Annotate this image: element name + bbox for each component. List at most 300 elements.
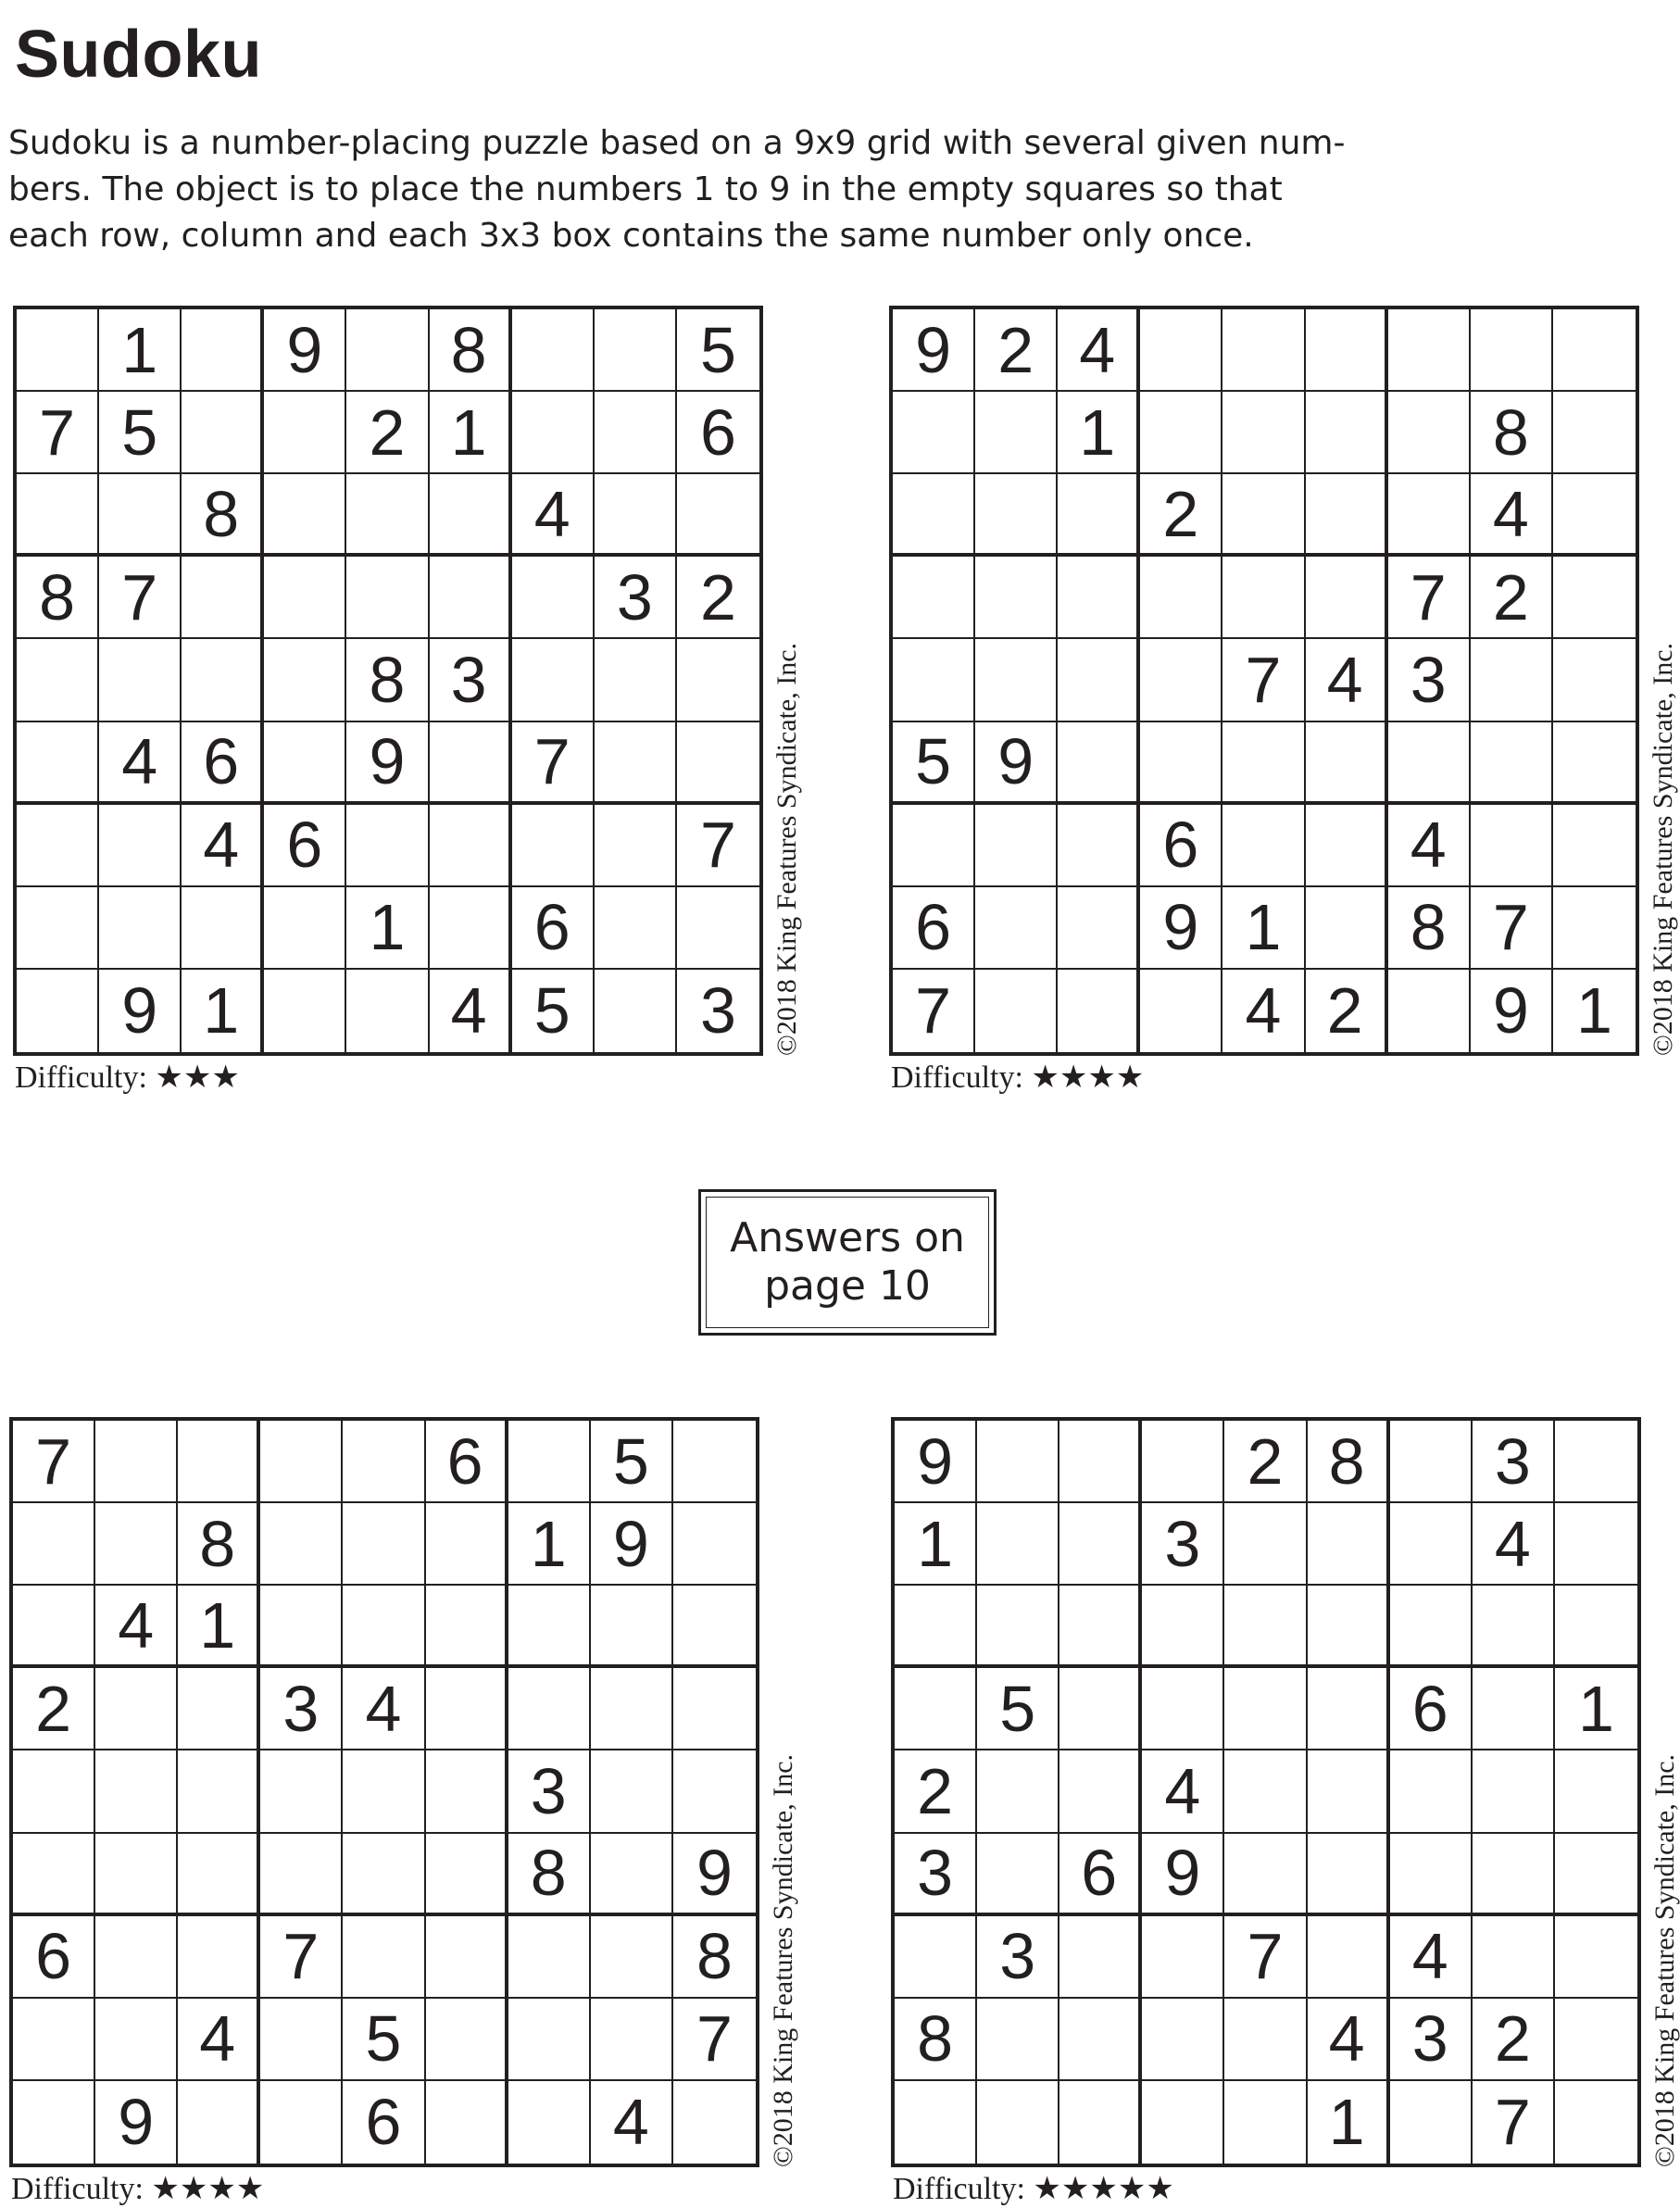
empty-cell[interactable] [264,557,346,639]
empty-cell[interactable] [1555,1586,1637,1668]
empty-cell[interactable] [893,805,975,887]
given-digit-cell: 6 [13,1916,95,1999]
empty-cell[interactable] [677,887,759,970]
empty-cell[interactable] [1140,639,1222,721]
empty-cell[interactable] [591,1834,673,1916]
given-digit-cell: 5 [512,970,595,1052]
empty-cell[interactable] [260,1503,343,1586]
empty-cell[interactable] [1058,722,1140,805]
empty-cell[interactable] [1471,805,1553,887]
empty-cell[interactable] [182,309,264,392]
given-digit-cell: 6 [1140,805,1222,887]
empty-cell[interactable] [977,1421,1059,1503]
empty-cell[interactable] [673,1421,756,1503]
empty-cell[interactable] [264,474,346,557]
empty-cell[interactable] [17,309,99,392]
given-digit-cell: 5 [99,392,182,474]
given-digit-cell: 3 [1473,1421,1555,1503]
empty-cell[interactable] [13,2081,95,2164]
empty-cell[interactable] [264,722,346,805]
empty-cell[interactable] [1471,722,1553,805]
given-digit-cell: 3 [595,557,677,639]
given-digit-cell: 6 [677,392,759,474]
given-digit-cell: 5 [591,1421,673,1503]
empty-cell[interactable] [264,970,346,1052]
empty-cell[interactable] [512,557,595,639]
empty-cell[interactable] [893,474,975,557]
empty-cell[interactable] [1553,392,1636,474]
empty-cell[interactable] [1059,1421,1142,1503]
empty-cell[interactable] [1222,557,1305,639]
empty-cell[interactable] [99,805,182,887]
empty-cell[interactable] [178,1750,260,1833]
empty-cell[interactable] [1058,557,1140,639]
empty-cell[interactable] [1553,474,1636,557]
empty-cell[interactable] [1308,1668,1390,1750]
empty-cell[interactable] [895,1916,977,1999]
empty-cell[interactable] [1388,970,1471,1052]
empty-cell[interactable] [430,805,512,887]
empty-cell[interactable] [1390,1421,1473,1503]
given-digit-cell: 7 [1473,2081,1555,2164]
given-digit-cell: 6 [426,1421,508,1503]
empty-cell[interactable] [1059,1750,1142,1833]
empty-cell[interactable] [1224,1503,1307,1586]
empty-cell[interactable] [1306,722,1388,805]
empty-cell[interactable] [430,722,512,805]
given-digit-cell: 4 [430,970,512,1052]
given-digit-cell: 7 [1224,1916,1307,1999]
empty-cell[interactable] [595,805,677,887]
given-digit-cell: 1 [178,1586,260,1668]
empty-cell[interactable] [673,1503,756,1586]
empty-cell[interactable] [512,309,595,392]
empty-cell[interactable] [1308,1916,1390,1999]
empty-cell[interactable] [1142,1668,1224,1750]
empty-cell[interactable] [182,557,264,639]
empty-cell[interactable] [1222,392,1305,474]
given-digit-cell: 1 [508,1503,591,1586]
given-digit-cell: 8 [182,474,264,557]
empty-cell[interactable] [13,1834,95,1916]
empty-cell[interactable] [508,1586,591,1668]
empty-cell[interactable] [95,1834,178,1916]
empty-cell[interactable] [346,474,429,557]
given-digit-cell: 5 [893,722,975,805]
given-digit-cell: 4 [1222,970,1305,1052]
given-digit-cell: 1 [99,309,182,392]
given-digit-cell: 4 [1142,1750,1224,1833]
empty-cell[interactable] [677,639,759,721]
empty-cell[interactable] [1222,805,1305,887]
empty-cell[interactable] [977,2081,1059,2164]
empty-cell[interactable] [1059,2081,1142,2164]
empty-cell[interactable] [1142,1916,1224,1999]
empty-cell[interactable] [1308,1750,1390,1833]
empty-cell[interactable] [1306,805,1388,887]
given-digit-cell: 8 [346,639,429,721]
empty-cell[interactable] [595,970,677,1052]
empty-cell[interactable] [1224,1750,1307,1833]
given-digit-cell: 4 [1471,474,1553,557]
empty-cell[interactable] [1553,722,1636,805]
given-digit-cell: 4 [1058,309,1140,392]
intro-text [8,120,1346,259]
empty-cell[interactable] [591,1586,673,1668]
empty-cell[interactable] [508,1916,591,1999]
empty-cell[interactable] [1388,722,1471,805]
empty-cell[interactable] [17,887,99,970]
empty-cell[interactable] [99,887,182,970]
empty-cell[interactable] [426,1750,508,1833]
empty-cell[interactable] [178,2081,260,2164]
empty-cell[interactable] [17,474,99,557]
given-digit-cell: 4 [182,805,264,887]
empty-cell[interactable] [264,392,346,474]
empty-cell[interactable] [1058,970,1140,1052]
empty-cell[interactable] [260,1586,343,1668]
empty-cell[interactable] [1308,1586,1390,1668]
given-digit-cell: 6 [343,2081,425,2164]
difficulty-rating: Difficulty: ★★★ [15,1060,240,1095]
empty-cell[interactable] [17,805,99,887]
empty-cell[interactable] [346,309,429,392]
empty-cell[interactable] [512,639,595,721]
given-digit-cell: 8 [430,309,512,392]
answers-note-box [698,1189,997,1336]
given-digit-cell: 2 [13,1668,95,1750]
given-digit-cell: 1 [182,970,264,1052]
empty-cell[interactable] [895,2081,977,2164]
empty-cell[interactable] [595,887,677,970]
empty-cell[interactable] [95,1750,178,1833]
empty-cell[interactable] [1058,887,1140,970]
empty-cell[interactable] [178,1668,260,1750]
given-digit-cell: 9 [264,309,346,392]
given-digit-cell: 3 [977,1916,1059,1999]
given-digit-cell: 3 [260,1668,343,1750]
empty-cell[interactable] [595,722,677,805]
empty-cell[interactable] [430,887,512,970]
empty-cell[interactable] [264,887,346,970]
empty-cell[interactable] [512,805,595,887]
given-digit-cell: 9 [1142,1834,1224,1916]
empty-cell[interactable] [677,474,759,557]
empty-cell[interactable] [975,392,1058,474]
empty-cell[interactable] [1555,2081,1637,2164]
empty-cell[interactable] [13,1503,95,1586]
given-digit-cell: 3 [895,1834,977,1916]
given-digit-cell: 3 [699,974,736,1048]
empty-cell[interactable] [1059,1916,1142,1999]
empty-cell[interactable] [977,1503,1059,1586]
empty-cell[interactable] [508,2081,591,2164]
empty-cell[interactable] [977,1750,1059,1833]
given-digit-cell: 7 [17,392,99,474]
empty-cell[interactable] [1142,1999,1224,2081]
empty-cell[interactable] [1142,2081,1224,2164]
empty-cell[interactable] [346,970,429,1052]
empty-cell[interactable] [17,639,99,721]
empty-cell[interactable] [893,639,975,721]
empty-cell[interactable] [1224,1834,1307,1916]
empty-cell[interactable] [1473,1750,1555,1833]
given-digit-cell: 8 [508,1834,591,1916]
empty-cell[interactable] [1222,309,1305,392]
empty-cell[interactable] [512,392,595,474]
empty-cell[interactable] [430,557,512,639]
given-digit-cell: 9 [1140,887,1222,970]
empty-cell[interactable] [1553,557,1636,639]
empty-cell[interactable] [426,2081,508,2164]
empty-cell[interactable] [595,639,677,721]
empty-cell[interactable] [508,1999,591,2081]
given-digit-cell: 5 [977,1668,1059,1750]
empty-cell[interactable] [178,1916,260,1999]
empty-cell[interactable] [1308,1834,1390,1916]
empty-cell[interactable] [426,1503,508,1586]
empty-cell[interactable] [1059,1668,1142,1750]
given-digit-cell: 4 [512,474,595,557]
empty-cell[interactable] [95,1668,178,1750]
empty-cell[interactable] [426,1999,508,2081]
empty-cell[interactable] [1306,887,1388,970]
empty-cell[interactable] [264,639,346,721]
empty-cell[interactable] [1140,392,1222,474]
empty-cell[interactable] [1306,557,1388,639]
empty-cell[interactable] [1058,639,1140,721]
empty-cell[interactable] [260,1421,343,1503]
empty-cell[interactable] [1390,2081,1473,2164]
empty-cell[interactable] [17,970,99,1052]
copyright-notice: ©2018 King Features Syndicate, Inc. [1648,642,1678,1056]
empty-cell[interactable] [1224,1668,1307,1750]
empty-cell[interactable] [975,639,1058,721]
empty-cell[interactable] [673,1586,756,1668]
empty-cell[interactable] [346,805,429,887]
empty-cell[interactable] [1390,1750,1473,1833]
empty-cell[interactable] [673,2081,756,2164]
empty-cell[interactable] [1059,1503,1142,1586]
empty-cell[interactable] [178,1834,260,1916]
empty-cell[interactable] [975,970,1058,1052]
empty-cell[interactable] [591,1750,673,1833]
empty-cell[interactable] [95,1916,178,1999]
empty-cell[interactable] [1058,805,1140,887]
given-digit-cell: 1 [346,887,429,970]
empty-cell[interactable] [1388,309,1471,392]
sudoku-grid [889,306,1639,1056]
given-digit-cell: 3 [430,639,512,721]
answers-note-line: page 10 [764,1262,931,1310]
empty-cell[interactable] [977,1999,1059,2081]
empty-cell[interactable] [975,474,1058,557]
intro-line: Sudoku is a number-placing puzzle based on a 9x9 grid with several given num- [8,124,1346,162]
empty-cell[interactable] [17,722,99,805]
empty-cell[interactable] [1222,722,1305,805]
given-digit-cell: 7 [1388,557,1471,639]
given-digit-cell: 4 [95,1586,178,1668]
empty-cell[interactable] [426,1586,508,1668]
empty-cell[interactable] [975,805,1058,887]
empty-cell[interactable] [673,1668,756,1750]
empty-cell[interactable] [13,1750,95,1833]
empty-cell[interactable] [99,474,182,557]
empty-cell[interactable] [1555,1834,1637,1916]
empty-cell[interactable] [1224,1586,1307,1668]
empty-cell[interactable] [95,1421,178,1503]
empty-cell[interactable] [346,557,429,639]
empty-cell[interactable] [1306,474,1388,557]
empty-cell[interactable] [1473,1668,1555,1750]
given-digit-cell: 9 [346,722,429,805]
empty-cell[interactable] [1553,887,1636,970]
empty-cell[interactable] [182,887,264,970]
empty-cell[interactable] [1553,639,1636,721]
empty-cell[interactable] [343,1916,425,1999]
empty-cell[interactable] [1553,309,1636,392]
empty-cell[interactable] [1555,1421,1637,1503]
given-digit-cell: 2 [1140,474,1222,557]
given-digit-cell: 7 [13,1421,95,1503]
empty-cell[interactable] [1142,1586,1224,1668]
empty-cell[interactable] [1308,1503,1390,1586]
given-digit-cell: 9 [99,970,182,1052]
empty-cell[interactable] [975,557,1058,639]
given-digit-cell: 1 [1555,1668,1637,1750]
empty-cell[interactable] [1140,722,1222,805]
given-digit-cell: 6 [264,805,346,887]
intro-line: bers. The object is to place the numbers 1 to 9 in the empty squares so that [8,170,1283,208]
empty-cell[interactable] [13,1999,95,2081]
empty-cell[interactable] [977,1834,1059,1916]
empty-cell[interactable] [1390,1503,1473,1586]
empty-cell[interactable] [508,1421,591,1503]
empty-cell[interactable] [1140,970,1222,1052]
empty-cell[interactable] [182,639,264,721]
empty-cell[interactable] [343,1421,425,1503]
empty-cell[interactable] [595,392,677,474]
empty-cell[interactable] [893,392,975,474]
empty-cell[interactable] [1142,1421,1224,1503]
empty-cell[interactable] [1553,805,1636,887]
empty-cell[interactable] [13,1586,95,1668]
given-digit-cell: 3 [1390,1999,1473,2081]
empty-cell[interactable] [895,1668,977,1750]
given-digit-cell: 6 [1390,1668,1473,1750]
empty-cell[interactable] [95,1999,178,2081]
given-digit-cell: 4 [1388,805,1471,887]
empty-cell[interactable] [677,722,759,805]
empty-cell[interactable] [977,1586,1059,1668]
empty-cell[interactable] [1555,1916,1637,1999]
empty-cell[interactable] [895,1586,977,1668]
empty-cell[interactable] [1306,309,1388,392]
empty-cell[interactable] [1306,392,1388,474]
empty-cell[interactable] [591,1668,673,1750]
empty-cell[interactable] [343,1503,425,1586]
given-digit-cell: 1 [1222,887,1305,970]
empty-cell[interactable] [99,639,182,721]
empty-cell[interactable] [343,1586,425,1668]
empty-cell[interactable] [591,1916,673,1999]
given-digit-cell: 4 [1308,1999,1390,2081]
empty-cell[interactable] [1059,1999,1142,2081]
empty-cell[interactable] [426,1916,508,1999]
empty-cell[interactable] [1388,392,1471,474]
empty-cell[interactable] [1222,474,1305,557]
empty-cell[interactable] [260,1999,343,2081]
intro-line: each row, column and each 3x3 box contains the same number only once. [8,217,1254,255]
sudoku-grid [13,306,763,1056]
empty-cell[interactable] [508,1668,591,1750]
empty-cell[interactable] [595,474,677,557]
given-digit-cell: 4 [1473,1503,1555,1586]
empty-cell[interactable] [1473,1586,1555,1668]
given-digit-cell: 5 [677,309,759,392]
answers-note-line: Answers on [730,1214,965,1261]
given-digit-cell: 4 [343,1668,425,1750]
given-digit-cell: 1 [1575,974,1612,1048]
empty-cell[interactable] [975,887,1058,970]
empty-cell[interactable] [260,1750,343,1833]
given-digit-cell: 6 [1059,1834,1142,1916]
empty-cell[interactable] [591,1999,673,2081]
empty-cell[interactable] [1555,1503,1637,1586]
given-digit-cell: 7 [512,722,595,805]
empty-cell[interactable] [1471,639,1553,721]
empty-cell[interactable] [260,2081,343,2164]
given-digit-cell: 7 [99,557,182,639]
empty-cell[interactable] [1390,1586,1473,1668]
empty-cell[interactable] [343,1834,425,1916]
empty-cell[interactable] [595,309,677,392]
empty-cell[interactable] [1058,474,1140,557]
given-digit-cell: 8 [1308,1421,1390,1503]
empty-cell[interactable] [1388,474,1471,557]
empty-cell[interactable] [260,1834,343,1916]
given-digit-cell: 2 [1224,1421,1307,1503]
empty-cell[interactable] [1555,1750,1637,1833]
given-digit-cell: 7 [677,805,759,887]
empty-cell[interactable] [1555,1999,1637,2081]
empty-cell[interactable] [893,557,975,639]
empty-cell[interactable] [1224,2081,1307,2164]
empty-cell[interactable] [426,1668,508,1750]
given-digit-cell: 3 [1388,639,1471,721]
empty-cell[interactable] [430,474,512,557]
given-digit-cell: 7 [673,1999,756,2081]
empty-cell[interactable] [1390,1834,1473,1916]
given-digit-cell: 1 [1308,2081,1390,2164]
empty-cell[interactable] [1140,309,1222,392]
empty-cell[interactable] [1140,557,1222,639]
empty-cell[interactable] [95,1503,178,1586]
empty-cell[interactable] [182,392,264,474]
given-digit-cell: 8 [17,557,99,639]
empty-cell[interactable] [178,1421,260,1503]
given-digit-cell: 4 [99,722,182,805]
empty-cell[interactable] [1473,1916,1555,1999]
given-digit-cell: 7 [893,970,975,1052]
empty-cell[interactable] [673,1750,756,1833]
empty-cell[interactable] [1471,309,1553,392]
empty-cell[interactable] [1224,1999,1307,2081]
empty-cell[interactable] [343,1750,425,1833]
empty-cell[interactable] [1473,1834,1555,1916]
empty-cell[interactable] [426,1834,508,1916]
empty-cell[interactable] [1059,1586,1142,1668]
